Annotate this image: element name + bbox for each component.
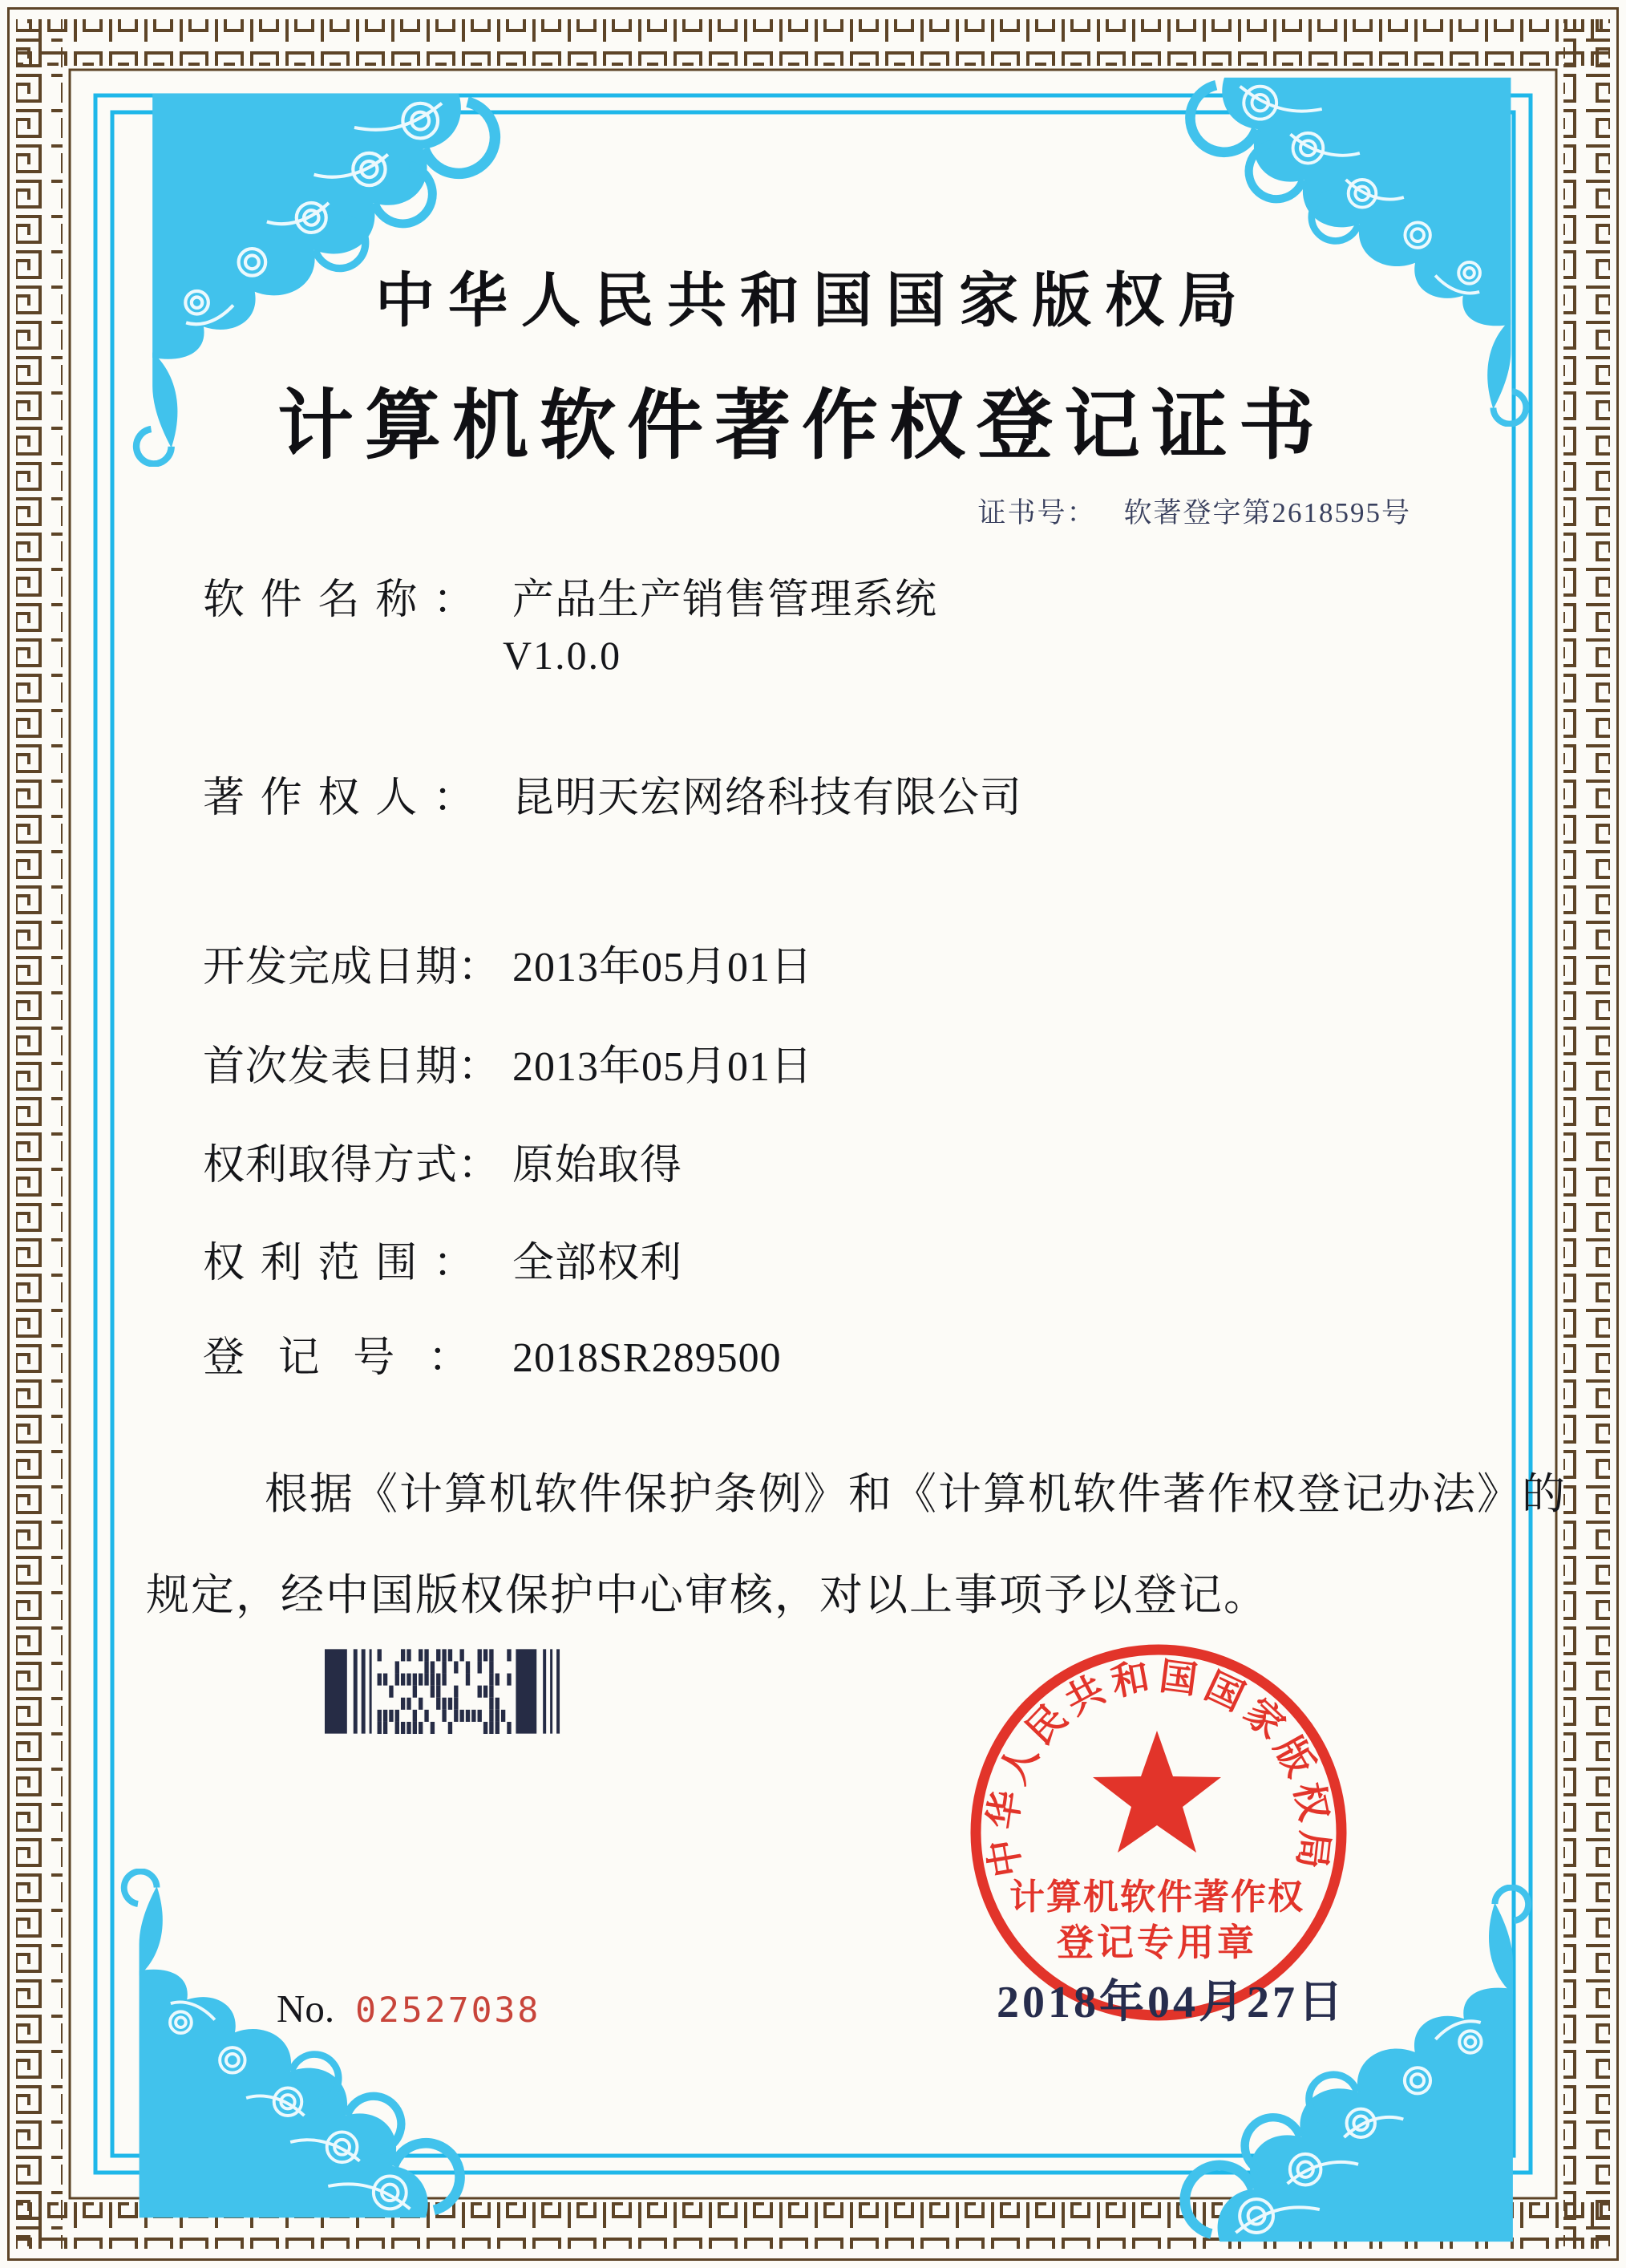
certificate-number-value: 软著登字第2618595号 <box>1123 497 1411 529</box>
field-row-registration-number <box>203 1323 782 1383</box>
certificate-number-row <box>977 491 1411 531</box>
copyright-owner-label: 著作权人： <box>203 776 491 821</box>
statement-line-1: 根据《计算机软件保护条例》和《计算机软件著作权登记办法》的 <box>265 1470 1567 1518</box>
field-row-copyright-owner <box>203 763 1022 824</box>
issue-date: 2018年04月27日 <box>997 1978 1346 2027</box>
barcode <box>325 1649 565 1738</box>
software-name-label: 软件名称： <box>203 577 491 623</box>
certificate-number-label: 证书号： <box>977 497 1097 529</box>
certificate-title: 计算机软件著作权登记证书 <box>277 383 1326 468</box>
rights-acquisition-label: 权利取得方式： <box>203 1143 501 1189</box>
field-row-rights-acquisition <box>203 1131 682 1191</box>
dev-complete-date-label: 开发完成日期： <box>203 945 501 990</box>
registration-number-label: 登记号： <box>203 1335 504 1381</box>
first-publish-date-value: 2013年05月01日 <box>512 1044 814 1090</box>
software-version-value: V1.0.0 <box>503 633 622 678</box>
seal-star-icon <box>1093 1731 1221 1853</box>
seal-text-line-2: 登记专用章 <box>1057 1922 1257 1963</box>
copyright-owner-value: 昆明天宏网络科技有限公司 <box>512 776 1023 821</box>
registration-number-value: 2018SR289500 <box>512 1335 782 1381</box>
software-name-value: 产品生产销售管理系统 <box>512 577 938 623</box>
authority-title: 中华人民共和国国家版权局 <box>375 269 1251 334</box>
seal-text-line-1: 计算机软件著作权 <box>1009 1877 1304 1917</box>
rights-scope-label: 权利范围： <box>203 1241 491 1286</box>
field-row-dev-complete-date <box>203 933 813 993</box>
field-row-software-name <box>203 565 937 626</box>
serial-number-value: 02527038 <box>355 1991 541 2031</box>
serial-number-row <box>277 1986 540 2031</box>
serial-number-label: No. <box>277 1987 335 2031</box>
field-row-rights-scope <box>203 1229 682 1289</box>
corner-ornament-bottom-left <box>104 1869 489 2221</box>
statement-line-2: 规定，经中国版权保护中心审核，对以上事项予以登记。 <box>146 1571 1268 1619</box>
rights-acquisition-value: 原始取得 <box>512 1143 683 1189</box>
rights-scope-value: 全部权利 <box>512 1241 683 1286</box>
seal-ring-text: 中华人民共和国国家版权局 <box>981 1655 1336 1881</box>
dev-complete-date-value: 2013年05月01日 <box>512 945 814 990</box>
first-publish-date-label: 首次发表日期： <box>203 1044 501 1090</box>
field-row-first-publish-date <box>203 1032 813 1092</box>
